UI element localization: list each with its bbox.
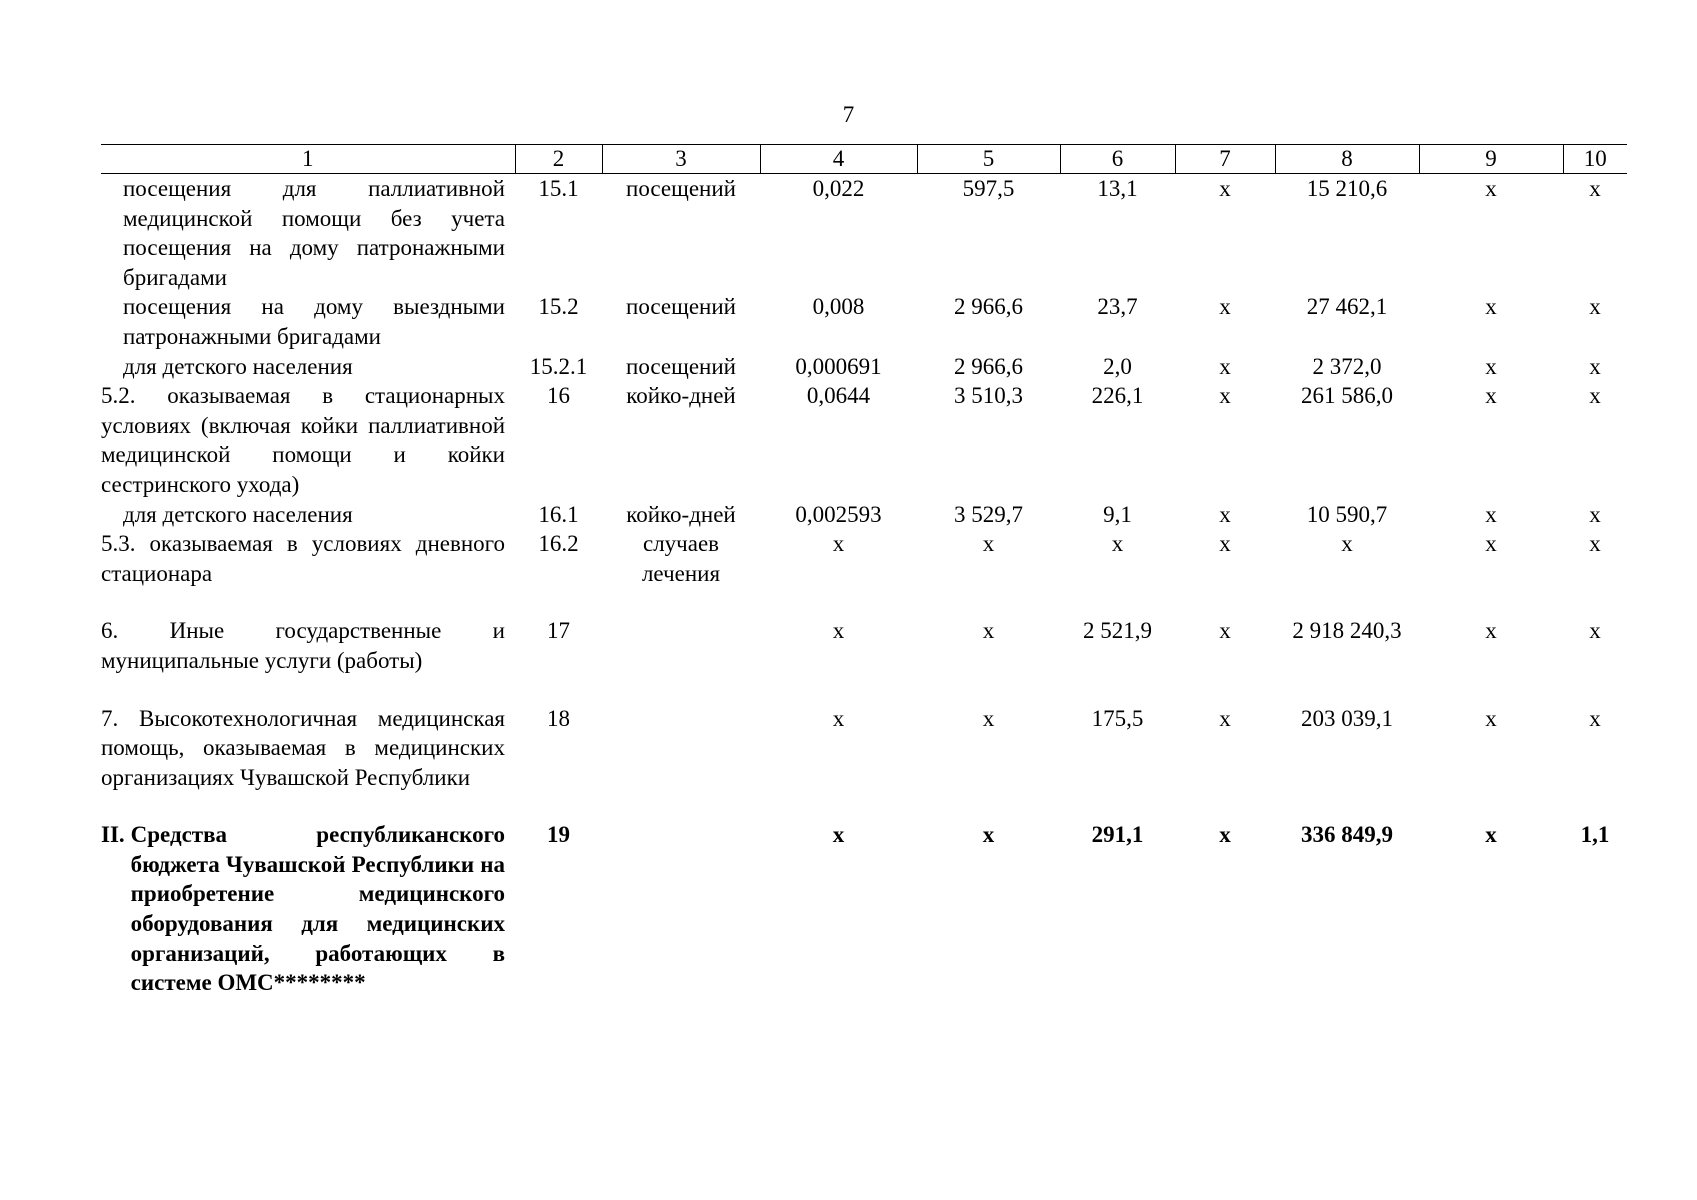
row-code: 18 <box>547 705 570 731</box>
column-header: 3 <box>602 145 760 174</box>
cell-col5: х <box>982 531 995 557</box>
cell-col8: 261 586,0 <box>1301 383 1393 409</box>
row-unit <box>602 704 760 793</box>
row-code: 15.1 <box>538 176 579 201</box>
table-row <box>101 500 1627 530</box>
cell-col7: х <box>1219 705 1231 731</box>
row-label: посещения на дому выездными патронажными бригадами <box>123 294 505 349</box>
cell-col6: 175,5 <box>1091 705 1144 731</box>
row-spacer <box>101 588 1627 616</box>
row-code: 17 <box>547 618 570 644</box>
row-label: для детского населения <box>123 501 353 527</box>
cell-col6: 2 521,9 <box>1083 618 1152 644</box>
column-header: 1 <box>101 145 515 174</box>
row-label: 7. Высокотехнологичная медицинская помощь, оказываемая в медицинских организациях Чувашской Республики <box>101 705 505 790</box>
row-label: для детского населения <box>123 353 353 379</box>
cell-col9: х <box>1485 353 1497 379</box>
cell-col9: х <box>1485 383 1497 409</box>
cell-col9: х <box>1485 822 1497 848</box>
cell-col5: 3 510,3 <box>954 383 1023 409</box>
row-unit: койко-дней <box>626 501 736 527</box>
row-unit <box>602 820 760 998</box>
section-number: II. <box>101 822 125 848</box>
cell-col7: х <box>1219 353 1231 379</box>
column-header: 2 <box>515 145 602 174</box>
cell-col7: х <box>1219 531 1231 557</box>
row-unit: посещений <box>626 294 736 320</box>
cell-col6: 13,1 <box>1097 176 1138 201</box>
cell-col10: х <box>1589 618 1601 644</box>
cell-col8: 15 210,6 <box>1306 176 1388 201</box>
cell-col8: 2 918 240,3 <box>1292 618 1402 644</box>
cell-col9: х <box>1485 618 1497 644</box>
column-header: 9 <box>1419 145 1563 174</box>
cell-col4: х <box>832 618 845 644</box>
cell-col5: х <box>982 705 995 731</box>
row-code: 16 <box>547 383 570 409</box>
cell-col9: х <box>1485 176 1497 201</box>
column-header: 7 <box>1175 145 1275 174</box>
cell-col6: 291,1 <box>1091 822 1144 848</box>
row-code: 15.2.1 <box>529 353 588 379</box>
table-row <box>101 292 1627 351</box>
cell-col7: х <box>1219 822 1231 848</box>
row-unit: случаев лечения <box>641 531 721 586</box>
section-label-text: Средства республиканского бюджета Чувашской Республики на приобретение медицинского оборудования для медицинских организаций, работающих в системе ОМС******** <box>130 822 505 996</box>
cell-col5: 3 529,7 <box>954 501 1023 527</box>
cell-col9: х <box>1485 531 1497 557</box>
cell-col8: 203 039,1 <box>1301 705 1393 731</box>
column-header: 10 <box>1563 145 1627 174</box>
column-header: 8 <box>1275 145 1419 174</box>
cell-col10: х <box>1589 294 1601 320</box>
cell-col6: 23,7 <box>1097 294 1138 320</box>
cell-col10: х <box>1589 176 1601 201</box>
cell-col10: х <box>1589 531 1601 557</box>
cell-col7: х <box>1219 294 1231 320</box>
cell-col6: 9,1 <box>1103 501 1132 527</box>
cell-col8: 336 849,9 <box>1301 822 1393 848</box>
cell-col7: х <box>1219 176 1231 201</box>
cell-col4: 0,022 <box>812 176 865 201</box>
table-row <box>101 352 1627 382</box>
row-unit <box>602 616 760 675</box>
table-row <box>101 381 1627 499</box>
cell-col4: 0,000691 <box>795 353 882 379</box>
column-header: 5 <box>917 145 1060 174</box>
cell-col10: х <box>1589 353 1601 379</box>
cell-col5: 2 966,6 <box>954 353 1023 379</box>
row-label: 5.3. оказываемая в условиях дневного стационара <box>101 531 505 586</box>
cell-col4: х <box>832 705 845 731</box>
row-code: 16.1 <box>538 501 579 527</box>
cell-col6: 226,1 <box>1091 383 1144 409</box>
row-code: 19 <box>547 822 570 848</box>
cell-col5: х <box>982 618 995 644</box>
data-table <box>101 144 1627 998</box>
table-row <box>101 529 1627 588</box>
cell-col9: х <box>1485 705 1497 731</box>
cell-col5: х <box>982 822 995 848</box>
cell-col4: 0,002593 <box>795 501 882 527</box>
cell-col4: 0,008 <box>812 294 865 320</box>
row-unit: койко-дней <box>626 383 736 409</box>
row-code: 15.2 <box>538 294 579 320</box>
row-label: посещения для паллиативной медицинской помощи без учета посещения на дому патронажными бригадами <box>123 176 505 290</box>
cell-col7: х <box>1219 501 1231 527</box>
table-row <box>101 616 1627 675</box>
cell-col4: 0,0644 <box>806 383 871 409</box>
cell-col6: 2,0 <box>1103 353 1132 379</box>
cell-col8: х <box>1341 531 1353 557</box>
cell-col10: х <box>1589 383 1601 409</box>
cell-col4: х <box>832 531 845 557</box>
cell-col8: 27 462,1 <box>1306 294 1388 320</box>
table-row <box>101 820 1627 998</box>
column-header: 4 <box>760 145 917 174</box>
page-number: 7 <box>842 102 855 127</box>
row-spacer <box>101 792 1627 820</box>
cell-col8: 10 590,7 <box>1306 501 1388 527</box>
cell-col10: х <box>1589 705 1601 731</box>
header-row <box>101 145 1627 174</box>
cell-col9: х <box>1485 501 1497 527</box>
row-label <box>101 820 515 998</box>
cell-col10: 1,1 <box>1580 822 1610 848</box>
row-code: 16.2 <box>538 531 579 557</box>
row-unit: посещений <box>626 353 736 379</box>
cell-col8: 2 372,0 <box>1312 353 1382 379</box>
cell-col7: х <box>1219 618 1231 644</box>
column-header: 6 <box>1060 145 1175 174</box>
cell-col5: 597,5 <box>962 176 1015 201</box>
table-row <box>101 704 1627 793</box>
cell-col4: х <box>832 822 845 848</box>
cell-col7: х <box>1219 383 1231 409</box>
row-unit: посещений <box>626 176 736 201</box>
row-spacer <box>101 676 1627 704</box>
cell-col10: х <box>1589 501 1601 527</box>
row-label: 5.2. оказываемая в стационарных условиях (включая койки паллиативной медицинской помощи и койки сестринского ухода) <box>101 383 505 497</box>
cell-col5: 2 966,6 <box>954 294 1023 320</box>
row-label: 6. Иные государственные и муниципальные услуги (работы) <box>101 618 505 673</box>
table-row <box>101 174 1627 293</box>
cell-col9: х <box>1485 294 1497 320</box>
cell-col6: х <box>1111 531 1124 557</box>
